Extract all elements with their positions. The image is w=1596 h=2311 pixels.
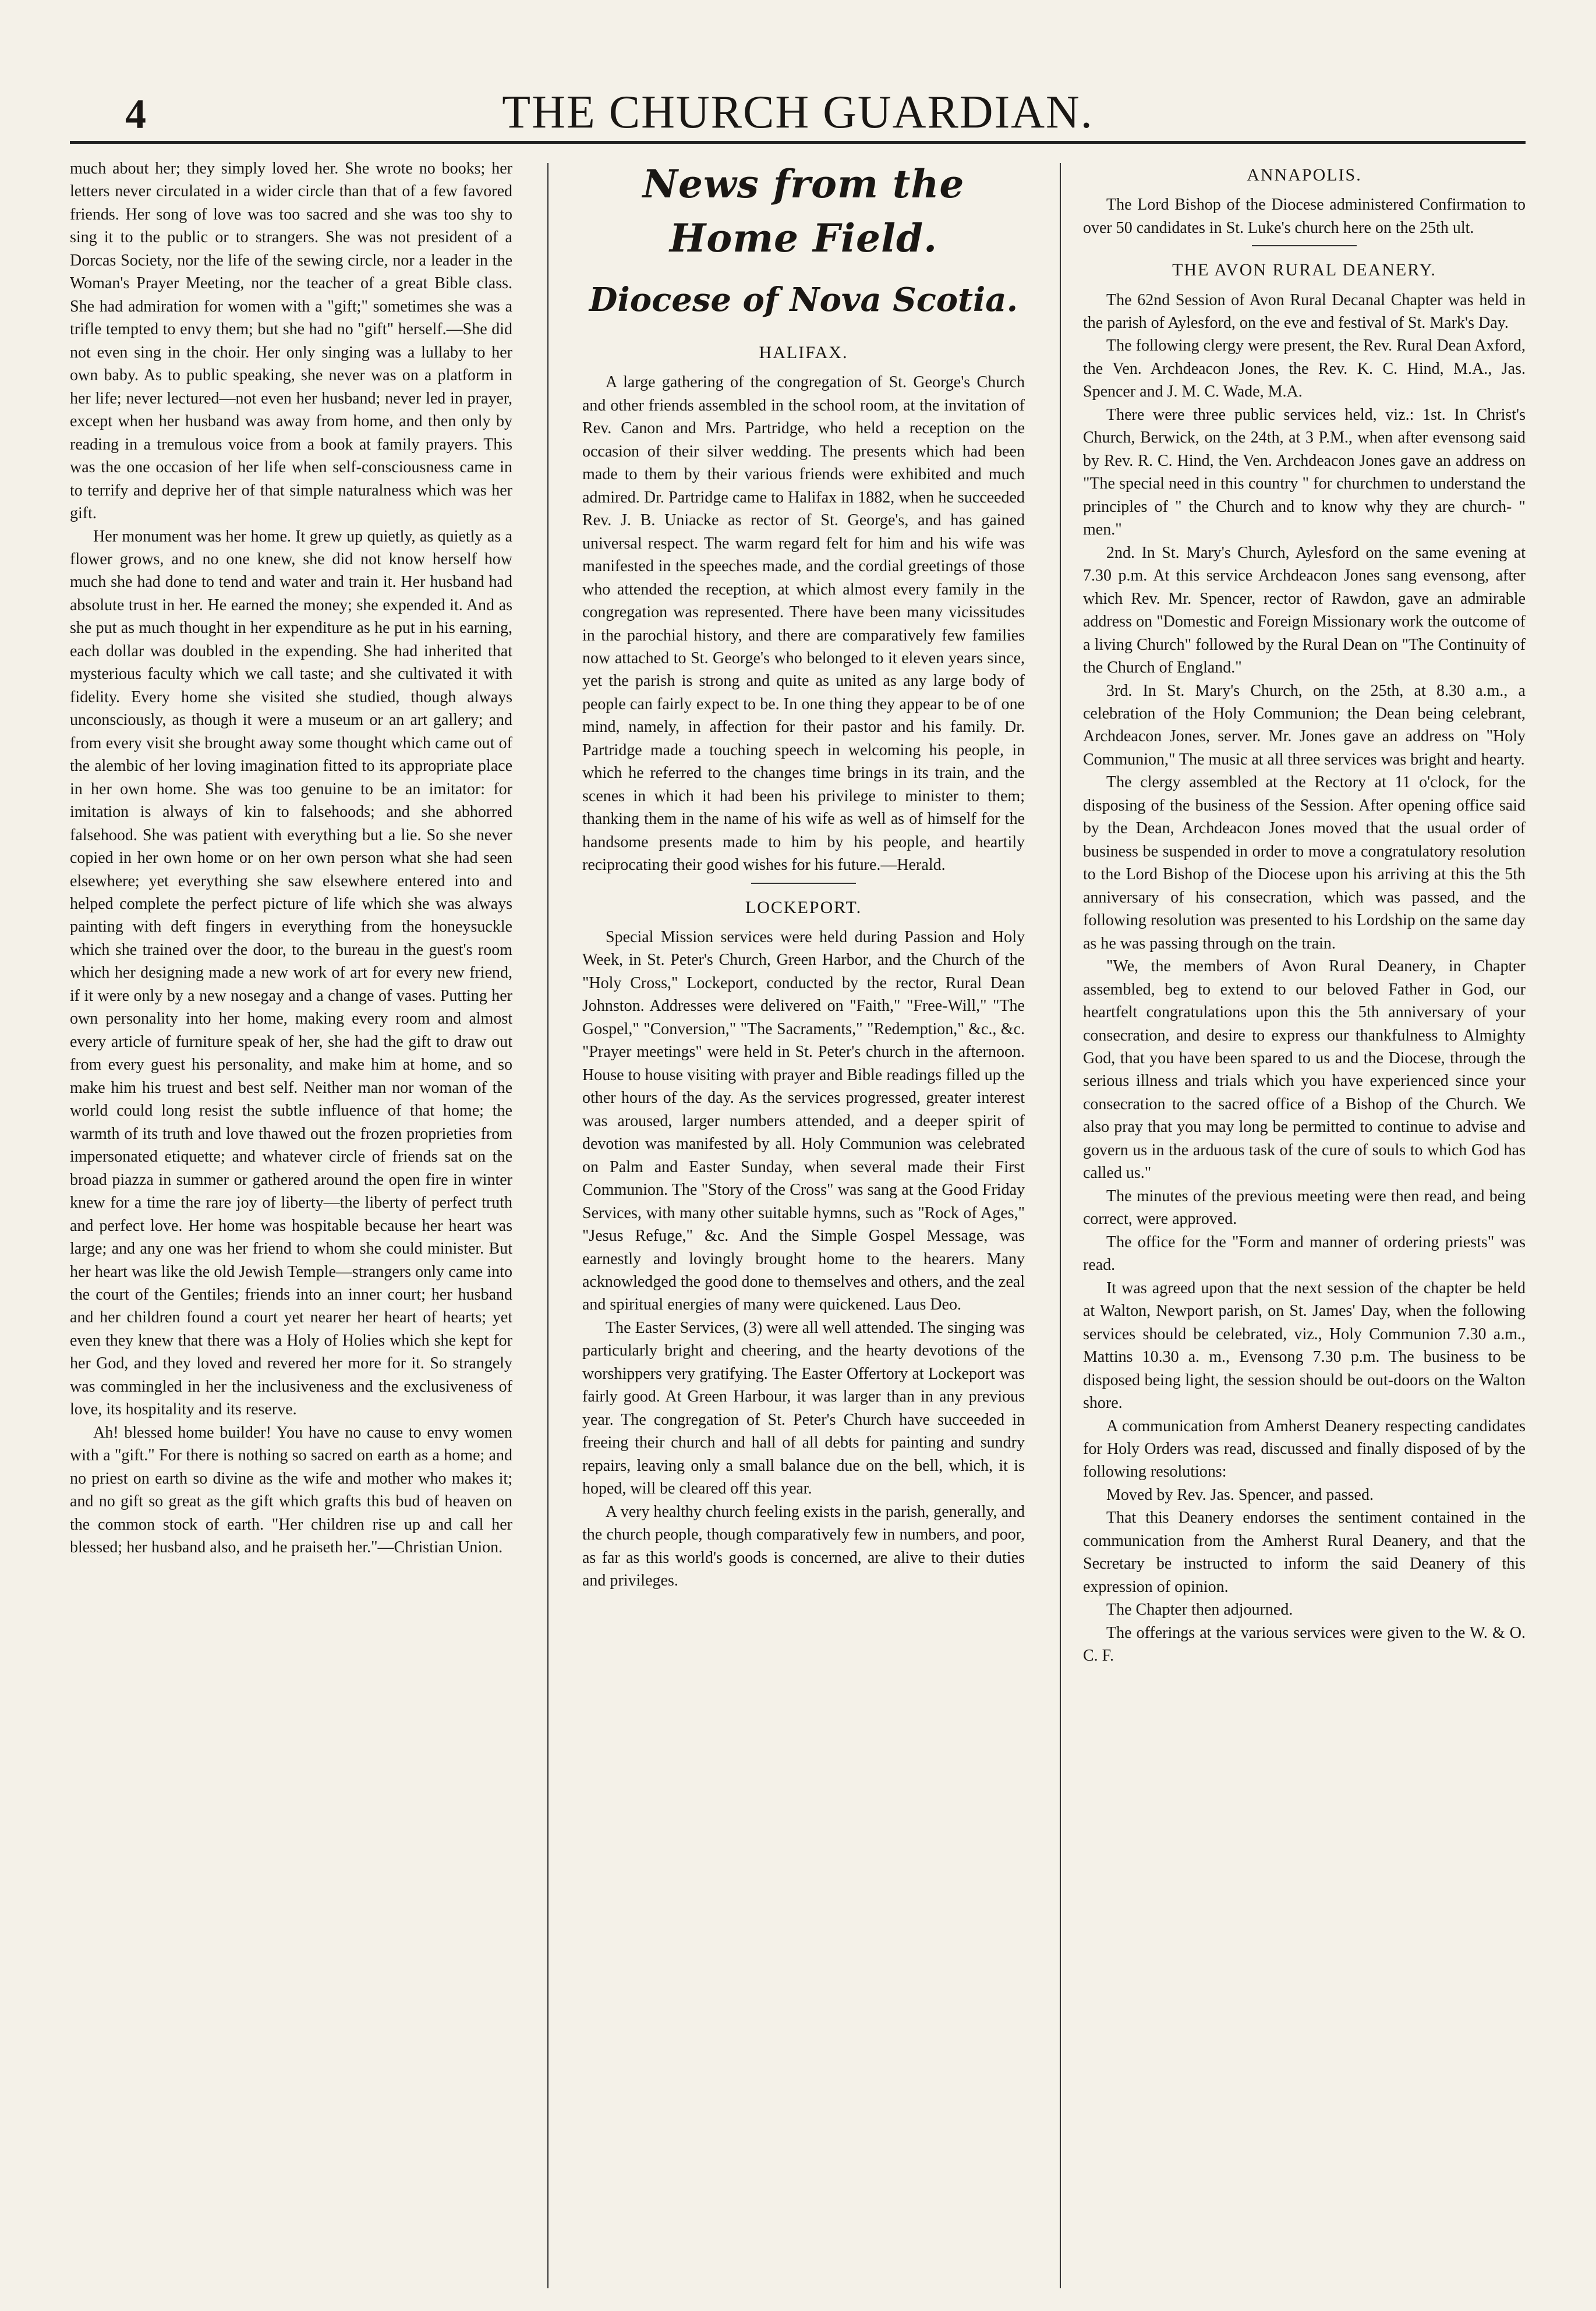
article-paragraph: Moved by Rev. Jas. Spencer, and passed. [1106, 1485, 1374, 1504]
article-title: ANNAPOLIS. [1247, 165, 1362, 185]
article-paragraph: The clergy assembled at the Rectory at 11 o'clock, for the disposing of the business of the Session. After opening office said by the Dean, Archdeacon Jones moved that the usual order of business be suspended in order to move a congratulatory resolution to the Lord Bishop of the Diocese upon his arriving at this the 5th anniversary of his consecration, which was passed, and the following resolution was presented to his Lordship on the same day as he was passing through on the train. [1083, 773, 1526, 953]
diocese-heading: Diocese of Nova Scotia. [589, 281, 1018, 320]
article-paragraph: much about her; they simply loved her. She wrote no books; her letters never circulated in a wider circle than that of a few favored friends. Her song of love was too sacred and she was too shy to sing it to the public or to strangers. She was not president of a Dorcas Society, nor the life of the sewing circle, nor a leader in the Woman's Prayer Meeting, nor the teacher of a great Bible class. She had admiration for women with a "gift;" sometimes she was a trifle tempted to envy them; but she had no "gift" herself.—She did not even sing in the choir. Her only singing was a lullaby to her own baby. As to public speaking, she never was on a platform in her life; never lectured—not even her husband; never led in prayer, except when her husband was away from home, and then only by reading in a tremulous voice from a book at family prayers. This was the one occasion of her life when self-consciousness came in to terrify and deprive her of that simple naturalness which was her gift. [70, 160, 512, 523]
article-paragraph: The offerings at the various services were given to the W. & O. C. F. [1083, 1623, 1526, 1665]
article-title: THE AVON RURAL DEANERY. [1172, 260, 1436, 280]
column-1 [70, 157, 512, 2288]
article-paragraph: Ah! blessed home builder! You have no cause to envy women with a "gift." For there is nothing so sacred on earth as a home; and no priest on earth so divine as the wife and mother who makes it; and no gift so great as the gift which grafts this bud of heaven on the common stock of earth. "Her children rise up and call her blessed; her husband also, and he praiseth her."—Christian Union. [70, 1423, 512, 1557]
article-paragraph: 3rd. In St. Mary's Church, on the 25th, at 8.30 a.m., a celebration of the Holy Communion; the Dean being celebrant, Archdeacon Jones, server. Mr. Jones gave an address on "Holy Communion," The music at all three services was bright and hearty. [1083, 681, 1526, 769]
article-paragraph: The Easter Services, (3) were all well attended. The singing was particularly bright and cheering, and the hearty devotions of the worshippers very gratifying. The Easter Offertory at Lockeport was fairly good. At Green Harbour, it was larger than in any previous year. The congregation of St. Peter's Church have succeeded in freeing their church and hall of all debts for painting and sundry repairs, leaving only a small balance due on the bell, which, it is hoped, will be cleared off this year. [582, 1318, 1025, 1498]
column-divider [547, 163, 548, 2288]
page-number: 4 [125, 91, 146, 137]
newspaper-page [70, 76, 1526, 2288]
article-paragraph: The 62nd Session of Avon Rural Decanal Chapter was held in the parish of Aylesford, on the eve and festival of St. Mark's Day. [1083, 291, 1526, 332]
article-paragraph: "We, the members of Avon Rural Deanery, in Chapter assembled, beg to extend to our beloved Father in God, our heartfelt congratulations upon this the 5th anniversary of your consecration, and desire to express our thankfulness to Almighty God, that you have been spared to us and the Diocese, through the serious illness and trials which you have experienced since your consecration to the sacred office of a Bishop of the Church. We also pray that you may long be permitted to continue to advise and govern us in the arduous task of the cure of souls to which God has called us." [1083, 957, 1526, 1183]
column-divider [1060, 163, 1061, 2288]
column-2 [582, 157, 1025, 2288]
article-paragraph: The following clergy were present, the Rev. Rural Dean Axford, the Ven. Archdeacon Jones, the Rev. K. C. Hind, M.A., Jas. Spencer and J. M. C. Wade, M.A. [1083, 337, 1526, 401]
newspaper-title: THE CHURCH GUARDIAN. [502, 87, 1094, 138]
masthead [70, 76, 1526, 163]
article-paragraph: The minutes of the previous meeting were then read, and being correct, were approved. [1083, 1187, 1526, 1229]
article-title: HALIFAX. [759, 343, 848, 363]
masthead-rule [70, 141, 1526, 144]
article-paragraph: Special Mission services were held during Passion and Holy Week, in St. Peter's Church, Green Harbor, and the Church of the "Holy Cross," Lockeport, conducted by the rector, Rural Dean Johnston. Addresses were delivered on "Faith," "Free-Will," "The Gospel," "Conversion," "The Sacraments," "Redemption," &c., &c. "Prayer meetings" were held in St. Peter's church in the afternoon. House to house visiting with prayer and Bible readings filled up the other hours of the day. As the services progressed, greater interest was aroused, larger numbers attended, and a deeper spirit of devotion was manifested by all. Holy Communion was celebrated on Palm and Easter Sunday, when several made their First Communion. The "Story of the Cross" was sang at the Good Friday Services, with many other suitable hymns, such as "Rock of Ages," "Jesus Refuge," &c. And the Simple Gospel Message, was earnestly and lovingly brought home to the hearers. Many acknowledged the good done to themselves and others, and the zeal and spiritual energies of many were quickened. Laus Deo. [582, 928, 1025, 1314]
article-rule [1252, 245, 1357, 246]
article-paragraph: 2nd. In St. Mary's Church, Aylesford on the same evening at 7.30 p.m. At this service Archdeacon Jones sang evensong, after which Rev. Mr. Spencer, rector of Rawdon, gave an admirable address on "Domestic and Foreign Missionary work the outcome of a living Church" followed by the Rural Dean on "The Continuity of the Church of England." [1083, 543, 1526, 677]
section-heading: News from the Home Field. [642, 161, 965, 261]
article-paragraph: The Lord Bishop of the Diocese administered Confirmation to over 50 candidates in St. Luke's church here on the 25th ult. [1083, 196, 1526, 237]
column-3 [1083, 157, 1526, 2288]
article-paragraph: A large gathering of the congregation of St. George's Church and other friends assembled in the school room, at the invitation of Rev. Canon and Mrs. Partridge, who held a reception on the occasion of their silver wedding. The presents which had been made to them by their various friends were exhibited and much admired. Dr. Partridge came to Halifax in 1882, when he succeeded Rev. J. B. Uniacke as rector of St. George's, and has gained universal respect. The warm regard felt for him and his wife was manifested in the speeches made, and the cordial greetings of those who attended the reception, at which almost every family in the congregation was represented. There have been many vicissitudes in the parochial history, and there are comparatively few families now attached to St. George's who belonged to it eleven years since, yet the parish is strong and quite as united as any large body of people can fairly expect to be. In one thing they appear to be of one mind, namely, in affection for their pastor and his family. Dr. Partridge made a touching speech in welcoming his people, in which he referred to the changes time brings in its train, and the scenes in which it had been his privilege to minister to them; thanking them in the name of his wife as well as of himself for the handsome presents made to him by his people, and heartily reciprocating their good wishes for his future.—Herald. [582, 373, 1025, 875]
article-paragraph: There were three public services held, viz.: 1st. In Christ's Church, Berwick, on the 24th, at 3 P.M., when after evensong said by Rev. R. C. Hind, the Ven. Archdeacon Jones gave an address on "The special need in this country " for churchmen to understand the principles of " the Church and to know why they are church- " men." [1083, 405, 1526, 539]
article-paragraph: Her monument was her home. It grew up quietly, as quietly as a flower grows, and no one knew, she did not know herself how much she had done to tend and water and train it. Her husband had absolute trust in her. He earned the money; she expended it. And as she put as much thought in her expenditure as he put in his earning, each dollar was doubled in the expending. She had inherited that mysterious faculty which we call taste; and she cultivated it with fidelity. Every home she visited she studied, though always unconsciously, as though it were a museum or an art gallery; and from every visit she brought away some thought which came out of the alembic of her loving imagination fitted to its appropriate place in her own home. She was too genuine to be an imitator: for imitation is always of kin to falsehoods; and she abhorred falsehood. She was patient with everything but a lie. So she never copied in her own home or on her own person what she had seen elsewhere; yet everything she saw elsewhere entered into and helped complete the perfect picture of life which she was always painting with deft fingers in everything from the honeysuckle which she trained over the door, to the bureau in the guest's room which her designing made a new work of art for every new friend, if it were only by a new nosegay and a change of vases. Putting her own personality into her home, making every room and almost every article of furniture speak of her, she had the gift to draw out from every guest his personality, and make him at home, and so make him his truest and best self. Neither man nor woman of the world could long resist the subtle influence of that home; the warmth of its truth and love thawed out the frozen proprieties from impersonated etiquette; and whatever circle of friends sat on the broad piazza in summer or gathered around the open fire in winter knew for a time the rare joy of liberty—the liberty of perfect truth and perfect love. Her home was hospitable because her heart was large; and any one was her friend to whom she could minister. But her heart was like the old Jewish Temple—strangers only came into the court of the Gentiles; friends into an inner court; her husband and her children found a court yet nearer her heart of hearts; yet even they knew that there was a Holy of Holies which she kept for her God, and they loved and revered her more for it. So strangely was commingled in her the inclusiveness and the exclusiveness of love, its hospitality and its reserve. [70, 527, 512, 1419]
article-paragraph: That this Deanery endorses the sentiment contained in the communication from the Amherst Rural Deanery, and that the Secretary be instructed to inform the said Deanery of this expression of opinion. [1083, 1509, 1526, 1596]
article-paragraph: It was agreed upon that the next session of the chapter be held at Walton, Newport parish, on St. James' Day, when the following services should be celebrated, viz., Holy Communion 7.30 a.m., Mattins 10.30 a. m., Evensong 7.30 p.m. The business to be disposed being light, the session should be out-doors on the Walton shore. [1083, 1279, 1526, 1413]
article-paragraph: A very healthy church feeling exists in the parish, generally, and the church people, though comparatively few in numbers, and poor, as far as this world's goods is concerned, are alive to their duties and privileges. [582, 1502, 1025, 1590]
article-paragraph: A communication from Amherst Deanery respecting candidates for Holy Orders was read, discussed and finally disposed of by the following resolutions: [1083, 1417, 1526, 1481]
article-rule [751, 883, 856, 884]
article-title: LOCKEPORT. [745, 897, 862, 917]
article-paragraph: The Chapter then adjourned. [1106, 1601, 1293, 1619]
article-paragraph: The office for the "Form and manner of ordering priests" was read. [1083, 1233, 1526, 1275]
